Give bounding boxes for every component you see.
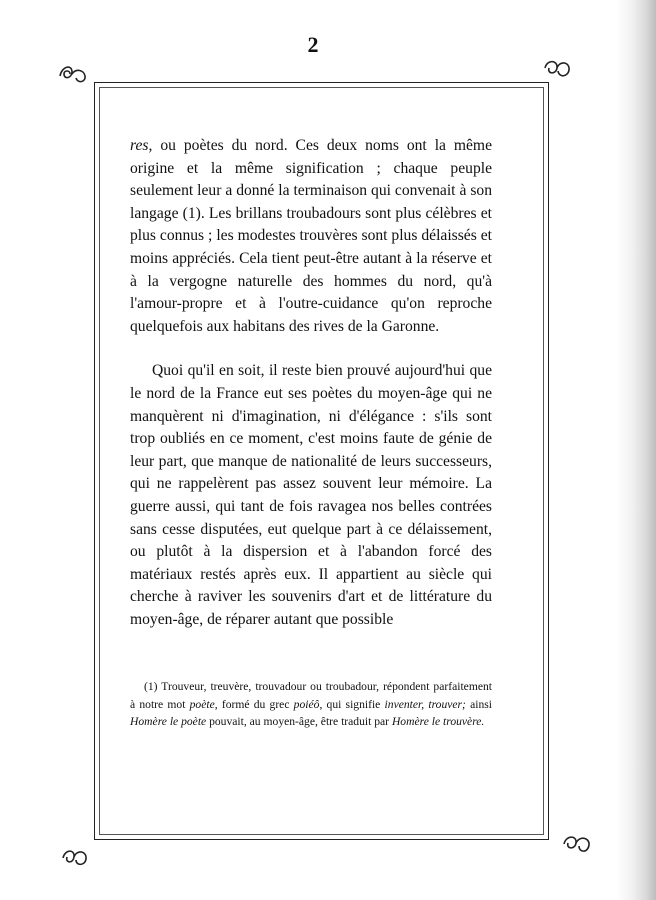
- footnote: [130, 678, 492, 731]
- flourish-bottom-right-icon: [562, 832, 592, 858]
- flourish-top-left-icon: [58, 62, 88, 88]
- paragraph-1-text: ou poètes du nord. Ces deux noms ont la même origine et la même signification ; chaque peuple seulement leur a donné la terminaison qui convenait à son langage (1). Les brillans troubadours sont plus célèbres et plus connus ; les modestes trouvères sont plus délaissés et moins appréciés. Cela tient peut-être autant à la réserve et à la vergogne naturelle des hommes du nord, qu'à l'amour-propre et à l'outre-cuidance qu'on reproche quelquefois aux habitans des rives de la Garonne.: [130, 137, 492, 335]
- footnote-text: , formé du grec: [214, 697, 294, 711]
- footnote-italic: poiéô: [293, 697, 320, 711]
- paragraph-2: Quoi qu'il en soit, il reste bien prouvé aujourd'hui que le nord de la France eut ses poètes du moyen-âge qui ne manquèrent ni d'imagination, ni d'élégance : s'ils sont trop oubliés en ce moment, c'est moins faute de génie de leur part, que manque de nationalité de leurs successeurs, qui ne rappelèrent pas assez souvent leur mémoire. La guerre aussi, qui tant de fois ravagea nos belles contrées sans cesse disputées, eut quelque part à ce délaissement, ou plutôt à la dispersion et à l'abandon forcé des matériaux restés après eux. Il appartient au siècle qui cherche à raviver les souvenirs d'art et de littérature du moyen-âge, de réparer autant que possible: [130, 362, 492, 628]
- footnote-text: , qui signifie: [319, 697, 385, 711]
- page-number: 2: [307, 32, 319, 57]
- footnote-text: pouvait, au moyen-âge, être traduit par: [206, 715, 392, 728]
- footnote-italic: poète: [189, 697, 215, 711]
- flourish-bottom-left-icon: [60, 844, 90, 870]
- page-edge-shadow: [616, 0, 656, 900]
- footnote-italic: Homère le poète: [130, 715, 207, 728]
- footnote-italic: Homère le trouvère.: [391, 715, 485, 728]
- main-text: [130, 135, 492, 631]
- footnote-italic: inventer, trouver;: [384, 697, 466, 711]
- flourish-top-right-icon: [542, 56, 572, 82]
- footnote-text: ainsi: [465, 697, 493, 711]
- footnote-text: (1) Trouveur, treuvère, trouvadour ou troubadour, répondent parfaitement à notre mot: [130, 680, 492, 711]
- paragraph-1-lead: res,: [130, 137, 153, 154]
- paragraph-1: [130, 135, 492, 338]
